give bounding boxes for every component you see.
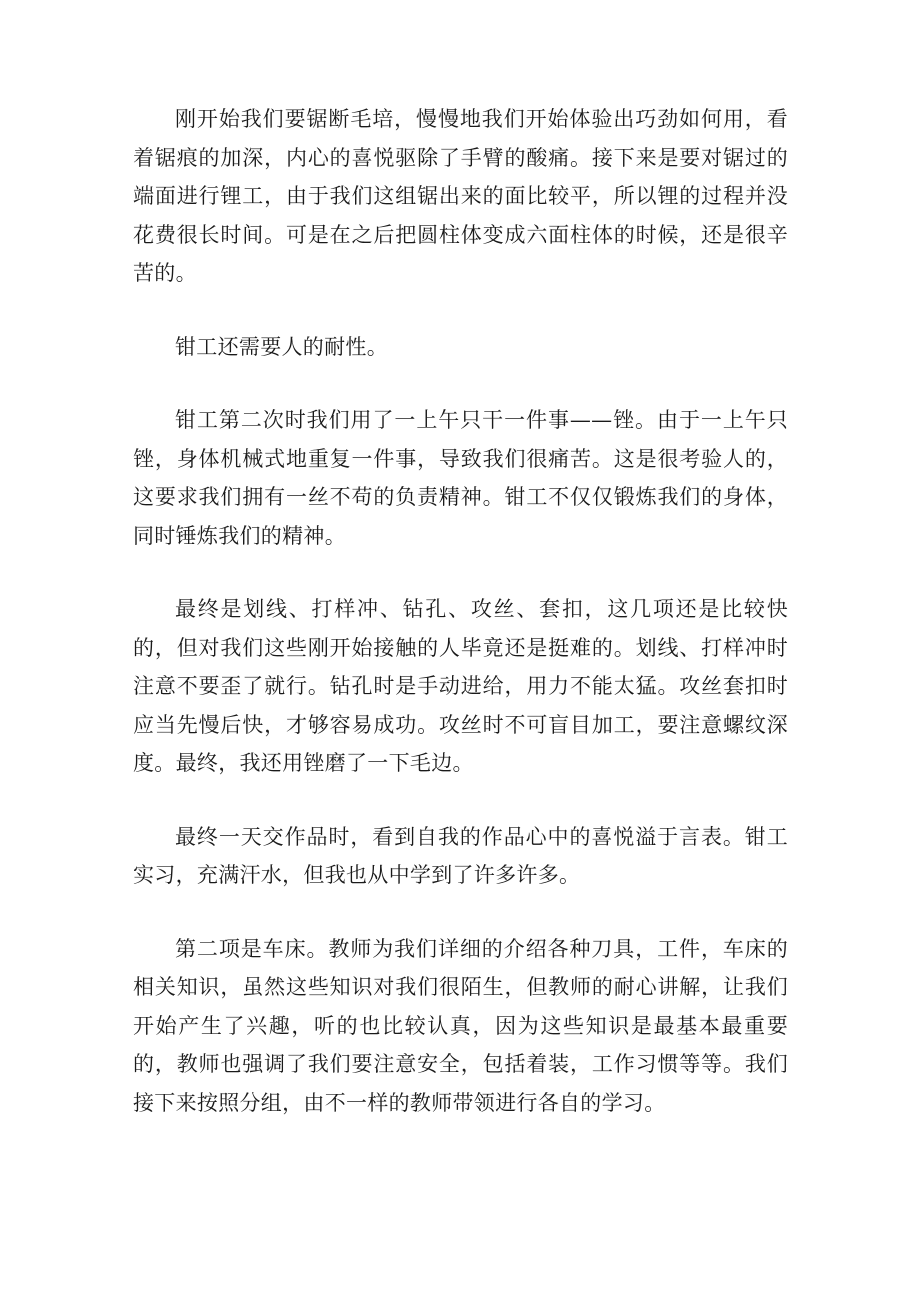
document-page xyxy=(133,100,788,1122)
paragraph-drilling: 最终是划线、打样冲、钻孔、攻丝、套扣，这几项还是比较快的，但对我们这些刚开始接触的人毕竟还是挺难的。划线、打样冲时注意不要歪了就行。钻孔时是手动进给，用力不能太猛。攻丝套扣时应当先慢后快，才够容易成功。攻丝时不可盲目加工，要注意螺纹深度。最终，我还用锉磨了一下毛边。 xyxy=(133,597,788,775)
paragraph-filing: 钳工第二次时我们用了一上午只干一件事——锉。由于一上午只锉，身体机械式地重复一件事，导致我们很痛苦。这是很考验人的，这要求我们拥有一丝不苟的负责精神。钳工不仅仅锻炼我们的身体，同时锤炼我们的精神。 xyxy=(133,408,788,548)
paragraph-sawing: 刚开始我们要锯断毛培，慢慢地我们开始体验出巧劲如何用，看着锯痕的加深，内心的喜悦驱除了手臂的酸痛。接下来是要对锯过的端面进行锂工，由于我们这组锯出来的面比较平，所以锂的过程并没花费很长时间。可是在之后把圆柱体变成六面柱体的时候，还是很辛苦的。 xyxy=(133,107,788,285)
paragraph-patience: 钳工还需要人的耐性。 xyxy=(175,334,388,359)
paragraph-lathe: 第二项是车床。教师为我们详细的介绍各种刀具，工件，车床的相关知识，虽然这些知识对我们很陌生，但教师的耐心讲解，让我们开始产生了兴趣，听的也比较认真，因为这些知识是最基本最重要的，教师也强调了我们要注意安全，包括着装，工作习惯等等。我们接下来按照分组，由不一样的教师带领进行各自的学习。 xyxy=(133,936,788,1115)
paragraph-submission: 最终一天交作品时，看到自我的作品心中的喜悦溢于言表。钳工实习，充满汗水，但我也从中学到了许多许多。 xyxy=(133,824,788,887)
